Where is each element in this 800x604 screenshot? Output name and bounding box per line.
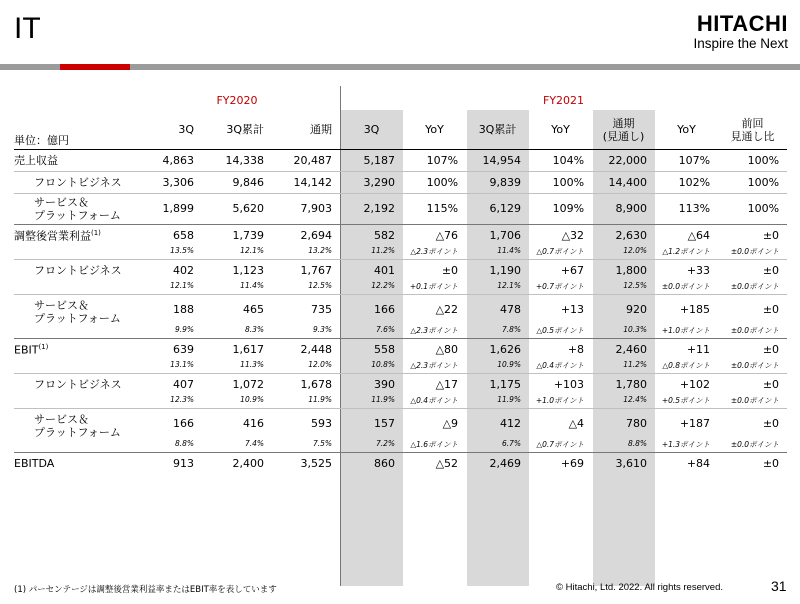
value-cell: 1,123	[202, 259, 272, 281]
row-label: EBIT$^{(1)}$	[14, 338, 134, 360]
margin-cell: 11.2%	[371, 246, 396, 255]
margin-cell: 11.2%	[623, 360, 648, 369]
value-cell: 2,448	[272, 338, 340, 360]
margin-cell: △0.8ポイント	[662, 361, 711, 370]
margin-cell: 12.1%	[240, 246, 264, 255]
value-cell: 5,620	[202, 193, 272, 224]
margin-cell: 8.3%	[244, 325, 264, 334]
value-cell: 14,400	[592, 171, 655, 193]
value-cell: △4	[529, 408, 592, 439]
value-cell: ±0	[718, 338, 787, 360]
fy-right-label: FY2021	[543, 94, 585, 107]
value-cell: 109%	[529, 193, 592, 224]
margin-cell: 12.2%	[371, 281, 396, 290]
margin-cell: 7.6%	[375, 325, 396, 334]
value-cell: 658	[134, 224, 202, 246]
logo-tagline: Inspire the Next	[693, 36, 788, 51]
margin-cell: 7.8%	[501, 325, 522, 334]
value-cell: 100%	[403, 171, 466, 193]
margin-cell: +0.1ポイント	[409, 282, 459, 291]
table-row	[14, 408, 787, 439]
table-row	[14, 224, 787, 246]
value-cell: +11	[655, 338, 718, 360]
value-cell: 1,899	[134, 193, 202, 224]
table-row	[14, 193, 787, 224]
value-cell: 465	[202, 294, 272, 325]
fy-blank-cell	[14, 86, 134, 111]
value-cell: 416	[202, 408, 272, 439]
margin-cell: 13.5%	[170, 246, 194, 255]
financial-table-wrap	[14, 86, 787, 474]
column-header: YoY	[677, 123, 696, 137]
margin-cell: 10.3%	[623, 325, 648, 334]
margin-cell: △2.3ポイント	[410, 326, 459, 335]
column-header: 3Q	[178, 123, 194, 137]
margin-cell: △0.7ポイント	[536, 247, 585, 256]
value-cell: 780	[592, 408, 655, 439]
value-cell: 14,954	[482, 153, 522, 167]
value-cell: ±0	[718, 452, 787, 474]
value-cell: 1,780	[592, 373, 655, 395]
value-cell: 2,192	[340, 193, 403, 224]
margin-cell: △2.3ポイント	[410, 361, 459, 370]
column-header: 3Q累計	[478, 123, 517, 137]
copyright: © Hitachi, Ltd. 2022. All rights reserved.	[556, 582, 723, 593]
value-cell: 1,800	[592, 259, 655, 281]
margin-cell: 11.4%	[497, 246, 522, 255]
value-cell: 20,487	[293, 153, 333, 167]
hitachi-logo	[693, 12, 788, 51]
value-cell: 166	[134, 408, 202, 439]
value-cell: 1,175	[466, 373, 529, 395]
header-accent-rule	[60, 64, 130, 70]
margin-row	[14, 360, 787, 373]
value-cell: 100%	[747, 153, 780, 167]
table-row	[14, 373, 787, 395]
value-cell: 1,072	[202, 373, 272, 395]
margin-cell: ±0.0ポイント	[730, 326, 780, 335]
value-cell: △76	[403, 224, 466, 246]
value-cell: 9,846	[202, 171, 272, 193]
row-label: 売上収益	[14, 153, 58, 167]
margin-cell: 6.7%	[501, 439, 522, 448]
value-cell: 478	[466, 294, 529, 325]
margin-cell: 12.0%	[308, 360, 333, 369]
value-cell: 6,129	[466, 193, 529, 224]
value-cell: 100%	[718, 193, 787, 224]
value-cell: 2,694	[272, 224, 340, 246]
value-cell: 913	[134, 452, 202, 474]
footnote: (1) パーセンテージは調整後営業利益率またはEBIT率を表しています	[14, 585, 277, 595]
page-title: IT	[14, 12, 41, 45]
value-cell: △80	[403, 338, 466, 360]
fy-left-label: FY2020	[216, 94, 258, 107]
value-cell: 4,863	[162, 153, 194, 167]
value-cell: 2,630	[592, 224, 655, 246]
value-cell: 100%	[718, 171, 787, 193]
value-cell: 115%	[403, 193, 466, 224]
value-cell: 2,469	[466, 452, 529, 474]
column-header-row	[14, 111, 787, 149]
value-cell: +13	[529, 294, 592, 325]
value-cell: +67	[529, 259, 592, 281]
value-cell: 558	[340, 338, 403, 360]
margin-cell: ±0.0ポイント	[730, 361, 780, 370]
row-label: フロントビジネス	[14, 171, 134, 193]
value-cell: 157	[340, 408, 403, 439]
value-cell: ±0	[718, 408, 787, 439]
value-cell: 7,903	[272, 193, 340, 224]
value-cell: 3,290	[340, 171, 403, 193]
margin-cell: △1.2ポイント	[662, 247, 711, 256]
margin-cell: 7.5%	[312, 439, 333, 448]
margin-cell: 12.1%	[497, 281, 522, 290]
column-header: 3Q累計	[226, 123, 264, 137]
value-cell: 188	[134, 294, 202, 325]
margin-cell: ±0.0ポイント	[730, 247, 780, 256]
value-cell: 412	[466, 408, 529, 439]
margin-label-blank	[14, 281, 134, 294]
value-cell: +187	[655, 408, 718, 439]
margin-cell: 10.9%	[497, 360, 522, 369]
column-header: YoY	[551, 123, 570, 137]
value-cell: +185	[655, 294, 718, 325]
margin-cell: 9.9%	[174, 325, 194, 334]
value-cell: ±0	[403, 259, 466, 281]
table-row	[14, 452, 787, 474]
value-cell: 1,767	[272, 259, 340, 281]
row-label: フロントビジネス	[14, 373, 134, 395]
value-cell: 3,525	[272, 452, 340, 474]
value-cell: △17	[403, 373, 466, 395]
value-cell: ±0	[718, 259, 787, 281]
footnote-ref: (1)	[91, 229, 101, 238]
margin-cell: △0.7ポイント	[536, 440, 585, 449]
value-cell: 1,739	[202, 224, 272, 246]
value-cell: 1,617	[202, 338, 272, 360]
value-cell: 2,400	[202, 452, 272, 474]
margin-cell: 7.4%	[244, 439, 264, 448]
margin-cell: +0.7ポイント	[535, 282, 585, 291]
value-cell: 9,839	[466, 171, 529, 193]
page-number: 31	[771, 578, 787, 594]
value-cell: 407	[134, 373, 202, 395]
value-cell: +102	[655, 373, 718, 395]
value-cell: ±0	[718, 294, 787, 325]
margin-row	[14, 246, 787, 259]
value-cell: 3,610	[592, 452, 655, 474]
value-cell: △52	[403, 452, 466, 474]
margin-cell: △0.4ポイント	[410, 396, 459, 405]
table-row	[14, 259, 787, 281]
value-cell: 1,190	[466, 259, 529, 281]
margin-cell: 11.4%	[240, 281, 264, 290]
margin-cell: 12.0%	[623, 246, 648, 255]
margin-cell: 8.8%	[627, 439, 648, 448]
fy-header-row	[14, 86, 787, 111]
margin-cell: ±0.0ポイント	[730, 282, 780, 291]
value-cell: △22	[403, 294, 466, 325]
margin-label-blank	[14, 360, 134, 373]
margin-cell: 11.9%	[308, 395, 333, 404]
logo-brand: HITACHI	[696, 11, 788, 36]
value-cell: 8,900	[592, 193, 655, 224]
row-label: 調整後営業利益$^{(1)}$	[14, 224, 134, 246]
value-cell: 107%	[678, 153, 711, 167]
value-cell: 14,142	[272, 171, 340, 193]
margin-cell: 13.1%	[170, 360, 194, 369]
value-cell: 1,626	[466, 338, 529, 360]
margin-cell: 10.9%	[240, 395, 264, 404]
value-cell: 401	[340, 259, 403, 281]
margin-cell: 11.3%	[240, 360, 264, 369]
margin-cell: 8.8%	[174, 439, 194, 448]
margin-cell: 12.4%	[623, 395, 648, 404]
value-cell: +69	[529, 452, 592, 474]
value-cell: ±0	[718, 224, 787, 246]
footnote-ref: (1)	[38, 343, 49, 352]
table-row	[14, 338, 787, 360]
margin-cell: 13.2%	[308, 246, 333, 255]
row-label: EBITDA	[14, 452, 134, 474]
value-cell: +33	[655, 259, 718, 281]
value-cell: 104%	[552, 153, 585, 167]
column-header: 通期	[310, 123, 333, 137]
margin-cell: △1.6ポイント	[410, 440, 459, 449]
value-cell: △64	[655, 224, 718, 246]
value-cell: △32	[529, 224, 592, 246]
margin-cell: △0.4ポイント	[536, 361, 585, 370]
value-cell: 639	[134, 338, 202, 360]
value-cell: ±0	[718, 373, 787, 395]
value-cell: △9	[403, 408, 466, 439]
table-row	[14, 294, 787, 325]
value-cell: 582	[340, 224, 403, 246]
value-cell: 5,187	[363, 153, 396, 167]
margin-row	[14, 281, 787, 294]
row-label: サービス＆ プラットフォーム	[14, 193, 134, 224]
row-label: サービス＆ プラットフォーム	[14, 294, 134, 338]
margin-cell: 7.2%	[375, 439, 396, 448]
margin-cell: 12.5%	[308, 281, 333, 290]
value-cell: +84	[655, 452, 718, 474]
table-row	[14, 171, 787, 193]
financial-table	[14, 86, 787, 474]
column-header: YoY	[425, 123, 444, 137]
value-cell: 3,306	[134, 171, 202, 193]
value-cell: 22,000	[608, 153, 648, 167]
value-cell: +8	[529, 338, 592, 360]
value-cell: 1,678	[272, 373, 340, 395]
value-cell: +103	[529, 373, 592, 395]
value-cell: 920	[592, 294, 655, 325]
value-cell: 402	[134, 259, 202, 281]
value-cell: 166	[340, 294, 403, 325]
value-cell: 860	[340, 452, 403, 474]
margin-cell: 12.1%	[170, 281, 194, 290]
value-cell: 390	[340, 373, 403, 395]
value-cell: 1,706	[466, 224, 529, 246]
margin-cell: ±0.0ポイント	[661, 282, 711, 291]
value-cell: 100%	[529, 171, 592, 193]
margin-cell: 12.5%	[623, 281, 648, 290]
value-cell: 2,460	[592, 338, 655, 360]
column-header: 前回 見通し比	[730, 116, 775, 143]
margin-cell: +1.0ポイント	[661, 326, 711, 335]
margin-cell: +0.5ポイント	[661, 396, 711, 405]
margin-cell: 11.9%	[371, 395, 396, 404]
margin-cell: △0.5ポイント	[536, 326, 585, 335]
margin-cell: +1.3ポイント	[661, 440, 711, 449]
margin-cell: ±0.0ポイント	[730, 396, 780, 405]
margin-cell: △2.3ポイント	[410, 247, 459, 256]
margin-cell: 10.8%	[371, 360, 396, 369]
margin-label-blank	[14, 395, 134, 408]
value-cell: 735	[272, 294, 340, 325]
margin-cell: 11.9%	[497, 395, 522, 404]
value-cell: 107%	[426, 153, 459, 167]
row-label: サービス＆ プラットフォーム	[14, 408, 134, 452]
margin-row	[14, 395, 787, 408]
column-header: 3Q	[363, 123, 380, 137]
margin-cell: ±0.0ポイント	[730, 440, 780, 449]
unit-label: 単位：億円	[14, 133, 69, 147]
margin-cell: 12.3%	[170, 395, 194, 404]
value-cell: 113%	[655, 193, 718, 224]
column-header: 通期 (見通し)	[602, 116, 645, 143]
margin-cell: +1.0ポイント	[535, 396, 585, 405]
table-row	[14, 149, 787, 171]
margin-label-blank	[14, 246, 134, 259]
row-label: フロントビジネス	[14, 259, 134, 281]
value-cell: 593	[272, 408, 340, 439]
margin-cell: 9.3%	[312, 325, 333, 334]
value-cell: 102%	[655, 171, 718, 193]
value-cell: 14,338	[225, 153, 264, 167]
